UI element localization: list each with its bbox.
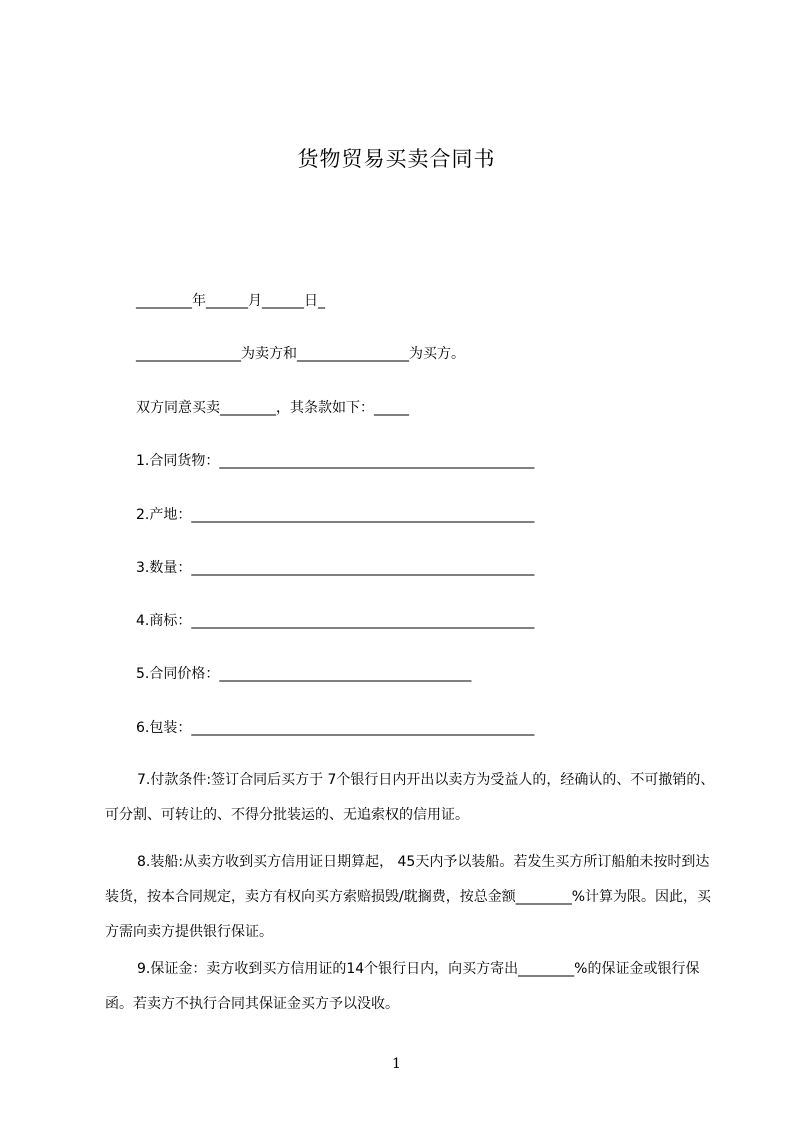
parties-line: _______________为卖方和________________为买方。 xyxy=(136,346,465,362)
agreement-line: 双方同意买卖________，其条款如下：_____ xyxy=(136,400,409,416)
item-origin: 2.产地：_________________________________________________ xyxy=(136,507,535,523)
item-quantity: 3.数量：_________________________________________________ xyxy=(136,560,535,576)
clause-payment-terms: 7.付款条件:签订合同后买方于 7个银行日内开出以卖方为受益人的，经确认的、不可撤销的、可分割、可转让的、不得分批装运的、无追索权的信用证。 xyxy=(105,772,715,823)
date-line: ________年______月______日_ xyxy=(136,293,325,309)
item-contract-goods: 1.合同货物：_____________________________________________ xyxy=(136,453,535,469)
page-title: 货物贸易买卖合同书 xyxy=(297,147,496,171)
item-contract-price: 5.合同价格：____________________________________ xyxy=(136,666,472,682)
page-number: 1 xyxy=(392,1056,401,1072)
clause-shipment: 8.装船:从卖方收到买方信用证日期算起， 45天内予以装船。若发生买方所订船舶未按时到达装货，按本合同规定，卖方有权向买方索赔损毁/耽搁费，按总金额________%计算为限。因此，买方需向卖方提供银行保证。 xyxy=(105,854,712,940)
item-packaging: 6.包装：_________________________________________________ xyxy=(136,720,535,736)
clause-deposit: 9.保证金：卖方收到买方信用证的14个银行日内，向买方寄出________%的保证金或银行保函。若卖方不执行合同其保证金买方予以没收。 xyxy=(105,961,700,1012)
item-trademark: 4.商标：_________________________________________________ xyxy=(136,613,535,629)
